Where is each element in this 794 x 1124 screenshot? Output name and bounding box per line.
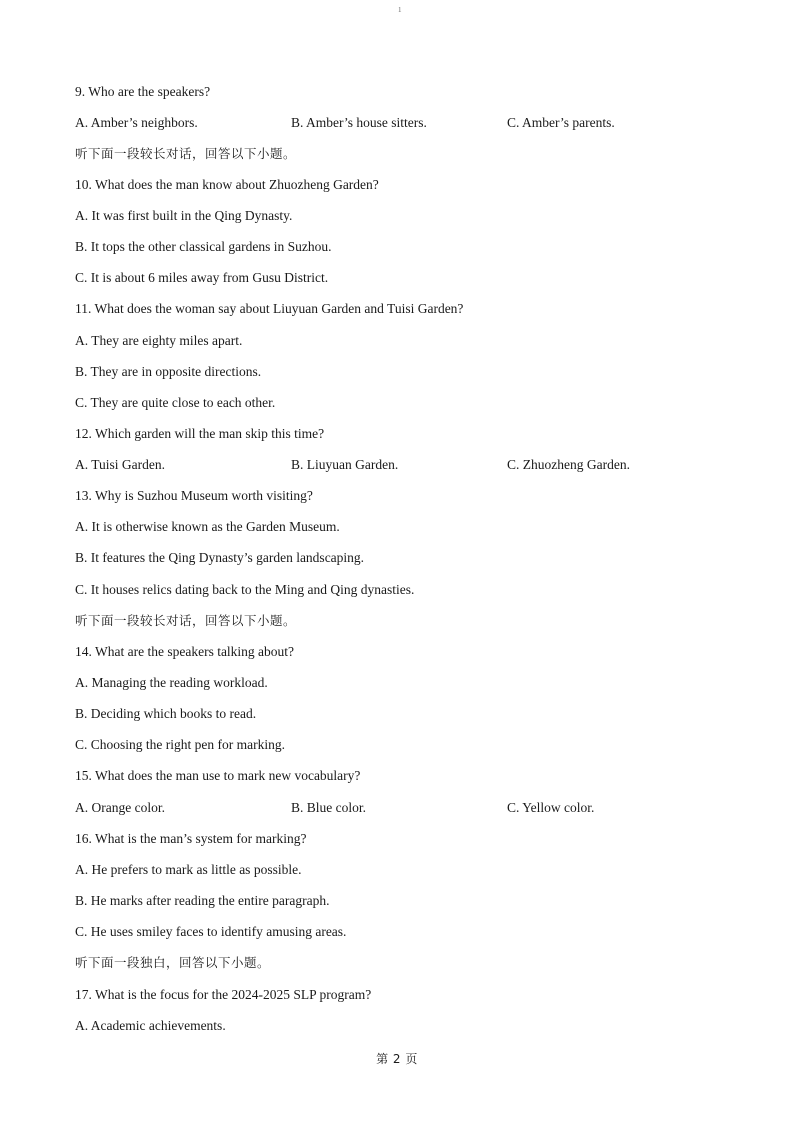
option-c: C. Amber’s parents. [507, 115, 615, 130]
option-c: C. Choosing the right pen for marking. [75, 737, 285, 752]
option-a: A. They are eighty miles apart. [75, 333, 243, 348]
question-stem: 13. Why is Suzhou Museum worth visiting? [75, 488, 313, 503]
header-mark: 1 [398, 6, 402, 14]
option-a: A. It was first built in the Qing Dynasty. [75, 208, 293, 223]
option-c: C. It is about 6 miles away from Gusu District. [75, 270, 329, 285]
option-a: A. He prefers to mark as little as possible. [75, 862, 302, 877]
question-stem: 12. Which garden will the man skip this time? [75, 426, 325, 441]
page-number: 第 2 页 [376, 1052, 418, 1066]
question-stem: 10. What does the man know about Zhuozheng Garden? [75, 177, 379, 192]
option-a: A. Orange color. [75, 800, 165, 815]
option-c: C. Yellow color. [507, 800, 595, 815]
option-b: B. They are in opposite directions. [75, 364, 262, 379]
option-b: B. Liuyuan Garden. [291, 457, 399, 472]
section-instruction: 听下面一段较长对话，回答以下小题。 [75, 146, 297, 161]
option-c: C. It houses relics dating back to the Ming and Qing dynasties. [75, 582, 415, 597]
question-stem: 9. Who are the speakers? [75, 84, 211, 99]
option-c: C. He uses smiley faces to identify amusing areas. [75, 924, 347, 939]
option-b: B. Amber’s house sitters. [291, 115, 427, 130]
option-b: B. It features the Qing Dynasty’s garden landscaping. [75, 550, 365, 565]
question-stem: 11. What does the woman say about Liuyuan Garden and Tuisi Garden? [75, 301, 464, 316]
question-stem: 15. What does the man use to mark new vocabulary? [75, 768, 361, 783]
option-a: A. Academic achievements. [75, 1018, 226, 1033]
section-instruction: 听下面一段独白，回答以下小题。 [75, 955, 271, 970]
option-a: A. Tuisi Garden. [75, 457, 166, 472]
question-stem: 14. What are the speakers talking about? [75, 644, 295, 659]
option-c: C. They are quite close to each other. [75, 395, 276, 410]
question-stem: 16. What is the man’s system for marking? [75, 831, 307, 846]
option-a: A. It is otherwise known as the Garden Museum. [75, 519, 340, 534]
option-b: B. He marks after reading the entire paragraph. [75, 893, 330, 908]
option-b: B. Deciding which books to read. [75, 706, 257, 721]
option-a: A. Amber’s neighbors. [75, 115, 198, 130]
option-c: C. Zhuozheng Garden. [507, 457, 630, 472]
section-instruction: 听下面一段较长对话，回答以下小题。 [75, 613, 297, 628]
option-b: B. Blue color. [291, 800, 366, 815]
option-a: A. Managing the reading workload. [75, 675, 268, 690]
option-b: B. It tops the other classical gardens in Suzhou. [75, 239, 332, 254]
question-stem: 17. What is the focus for the 2024-2025 SLP program? [75, 987, 372, 1002]
